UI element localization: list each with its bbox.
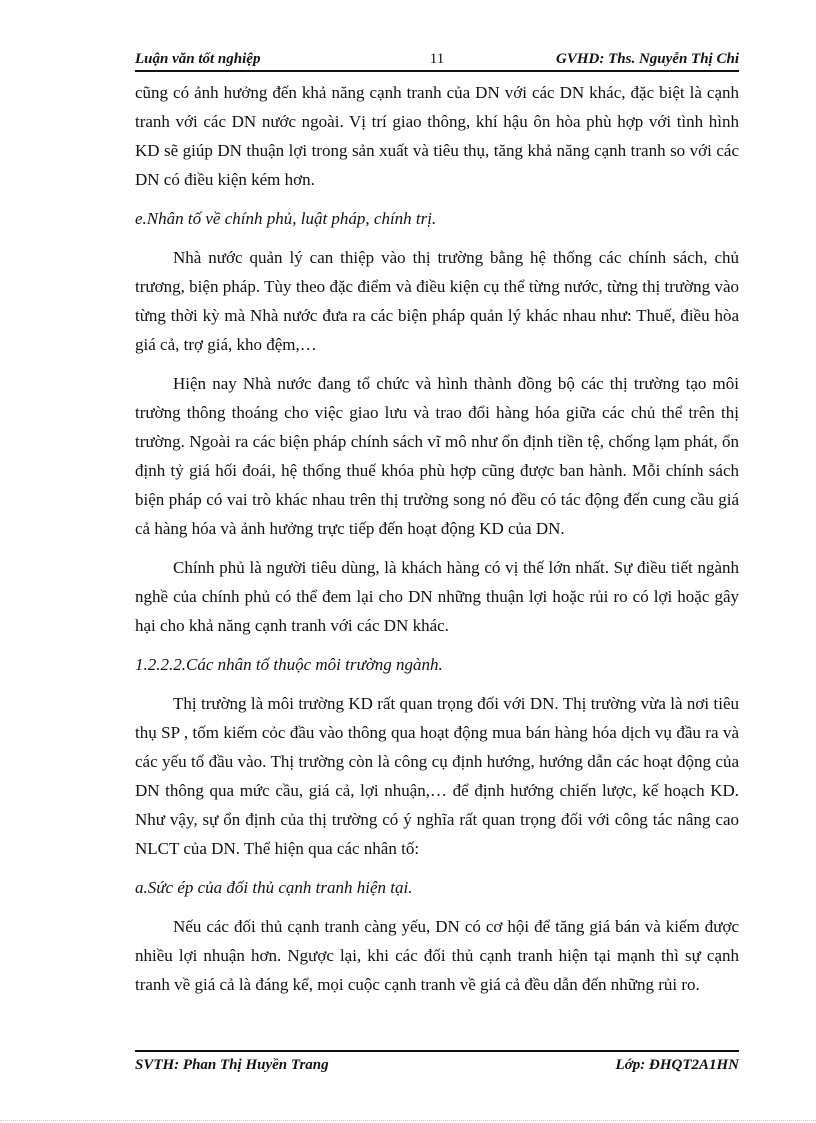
- class-code: Lớp: ĐHQT2A1HN: [615, 1057, 739, 1073]
- footer-divider: [135, 1050, 739, 1052]
- page-footer: [135, 1055, 739, 1079]
- paragraph: Thị trường là môi trường KD rất quan trọng đối với DN. Thị trường vừa là nơi tiêu thụ SP , tốm kiếm cỏc đầu vào thông qua hoạt động mua bán hàng hóa dịch vụ đầu ra và các yếu tố đầu vào. Thị trường còn là công cụ định hướng, hướng dẫn các hoạt động của DN thông qua mức cầu, giá cả, lợi nhuận,… để định hướng chiến lược, kế hoạch KD. Như vậy, sự ổn định của thị trường có ý nghĩa rất quan trọng đối với công tác nâng cao NLCT của DN. Thể hiện qua các nhân tố:: [135, 694, 739, 858]
- paragraph: Hiện nay Nhà nước đang tổ chức và hình thành đồng bộ các thị trường tạo môi trường thông thoáng cho việc giao lưu và trao đổi hàng hóa giữa các chủ thể trên thị trường. Ngoài ra các biện pháp chính sách vĩ mô như ổn định tiền tệ, chống lạm phát, ổn định tỷ giá hối đoái, hệ thống thuế khóa phù hợp cũng được ban hành. Mỗi chính sách biện pháp có vai trò khác nhau trên thị trường song nó đều có tác động đến cung cầu giá cả hàng hóa và ảnh hưởng trực tiếp đến hoạt động KD của DN.: [135, 374, 739, 538]
- supervisor: GVHD: Ths. Nguyễn Thị Chi: [556, 51, 739, 67]
- page-number: 11: [429, 51, 445, 67]
- document-body: [135, 78, 739, 1009]
- student-name: SVTH: Phan Thị Huyền Trang: [135, 1057, 329, 1073]
- section-heading-e: e.Nhân tố về chính phủ, luật pháp, chính trị.: [135, 209, 437, 228]
- section-heading-1-2-2-2: 1.2.2.2.Các nhân tố thuộc môi trường ngành.: [135, 655, 443, 674]
- paragraph-continuation: cũng có ảnh hưởng đến khả năng cạnh tranh của DN với các DN khác, đặc biệt là cạnh tranh với các DN nước ngoài. Vị trí giao thông, khí hậu ôn hòa phù hợp với tình hình KD sẽ giúp DN thuận lợi trong sản xuất và tiêu thụ, tăng khả năng cạnh tranh so với các DN có điều kiện kém hơn.: [135, 83, 739, 189]
- paragraph: Nhà nước quản lý can thiệp vào thị trường bằng hệ thống các chính sách, chủ trương, biện pháp. Tùy theo đặc điểm và điều kiện cụ thể từng nước, từng thị trường vào từng thời kỳ mà Nhà nước đưa ra các biện pháp quản lý khác nhau như: Thuế, điều hòa giá cả, trợ giá, kho đệm,…: [135, 248, 739, 354]
- thesis-title: Luận văn tốt nghiệp: [135, 51, 261, 67]
- section-heading-a: a.Sức ép của đối thủ cạnh tranh hiện tại.: [135, 878, 413, 897]
- paragraph: Nếu các đối thủ cạnh tranh càng yếu, DN có cơ hội để tăng giá bán và kiếm được nhiều lợi nhuận hơn. Ngược lại, khi các đối thủ cạnh tranh hiện tại mạnh thì sự cạnh tranh về giá cả là đáng kể, mọi cuộc cạnh tranh về giá cả đều dẫn đến những rủi ro.: [135, 917, 739, 994]
- page-edge: [0, 1120, 816, 1122]
- header-divider: [135, 70, 739, 72]
- paragraph: Chính phủ là người tiêu dùng, là khách hàng có vị thế lớn nhất. Sự điều tiết ngành nghề của chính phủ có thể đem lại cho DN những thuận lợi hoặc rủi ro có lợi hoặc gây hại cho khả năng cạnh tranh với các DN khác.: [135, 558, 739, 635]
